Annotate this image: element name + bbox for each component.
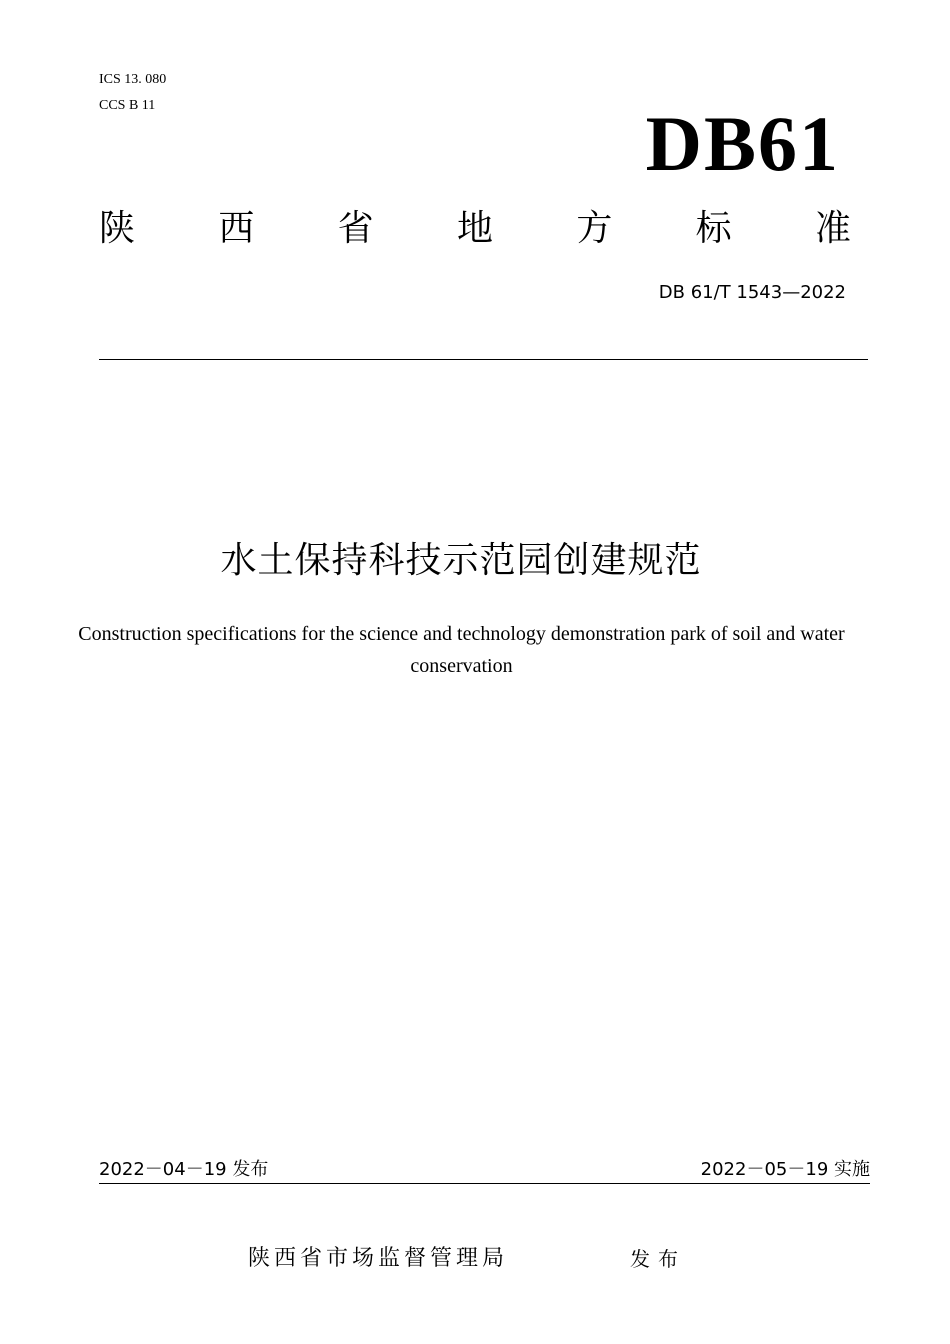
standard-type xyxy=(99,205,851,253)
standard-type-char: 陕 xyxy=(99,208,136,249)
standard-code: DB 61/T 1543—2022 xyxy=(658,282,846,303)
standard-type-char: 准 xyxy=(814,208,851,249)
standard-type-char: 地 xyxy=(456,208,493,249)
standard-type-char: 西 xyxy=(218,208,255,249)
ccs-code: CCS B 11 xyxy=(99,98,156,113)
standard-type-char: 标 xyxy=(695,208,732,249)
title-english: Construction specifications for the science and technology demonstration park of soil and water conservation xyxy=(78,623,845,677)
ics-code: ICS 13. 080 xyxy=(99,72,167,87)
implement-date: 2022－05－19 实施 xyxy=(700,1159,870,1180)
standard-type-char: 方 xyxy=(576,208,613,249)
top-divider xyxy=(99,359,868,360)
bottom-divider xyxy=(99,1183,870,1184)
title-chinese: 水土保持科技示范园创建规范 xyxy=(220,540,702,581)
issuing-authority: 陕西省市场监督管理局 xyxy=(248,1246,509,1271)
publish-date: 2022－04－19 发布 xyxy=(99,1159,269,1180)
standard-logo: DB61 xyxy=(645,100,840,187)
standard-type-char: 省 xyxy=(337,208,374,249)
issued-label: 发布 xyxy=(630,1247,686,1271)
